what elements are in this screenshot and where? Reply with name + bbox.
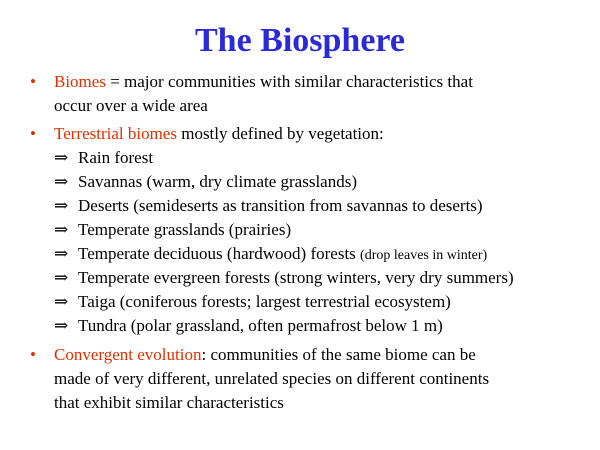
biome-item: [54, 194, 483, 218]
biome-main: Temperate grasslands (prairies): [78, 220, 292, 239]
biome-item: [54, 170, 357, 194]
biome-item: [54, 218, 291, 242]
biome-main: Taiga (coniferous forests; largest terrestrial ecosystem): [78, 292, 451, 311]
biome-item: [54, 266, 514, 290]
biome-note: (drop leaves in winter): [360, 248, 488, 263]
bullet-dot-icon: •: [30, 72, 36, 91]
biome-main: Temperate evergreen forests (strong winters, very dry summers): [78, 268, 514, 287]
biome-item: [54, 146, 153, 170]
biome-main: Savannas (warm, dry climate grasslands): [78, 172, 357, 191]
biomes-definition-line2: occur over a wide area: [54, 96, 208, 115]
arrow-icon: ⇒: [54, 292, 69, 311]
biome-main: Rain forest: [78, 148, 154, 167]
arrow-icon: ⇒: [54, 268, 69, 287]
biome-main: Temperate deciduous (hardwood) forests: [78, 244, 361, 263]
term-terrestrial-biomes: Terrestrial biomes: [54, 124, 177, 143]
bullet-convergent-evolution: [30, 343, 584, 415]
biome-item: [54, 242, 487, 268]
bullet-biomes: [30, 70, 584, 118]
arrow-icon: ⇒: [54, 148, 69, 167]
arrow-icon: ⇒: [54, 220, 69, 239]
convergent-line3: that exhibit similar characteristics: [54, 393, 284, 412]
biome-item: [54, 314, 443, 338]
term-biomes: Biomes: [54, 72, 106, 91]
arrow-icon: ⇒: [54, 244, 69, 263]
terrestrial-definition: mostly defined by vegetation:: [176, 124, 384, 143]
biomes-definition-line1: = major communities with similar characteristics that: [105, 72, 473, 91]
biome-item: [54, 290, 451, 314]
term-convergent-evolution: Convergent evolution: [54, 345, 202, 364]
convergent-line2: made of very different, unrelated species on different continents: [54, 369, 490, 388]
convergent-line1: : communities of the same biome can be: [201, 345, 476, 364]
bullet-dot-icon: •: [30, 345, 36, 364]
biome-main: Deserts (semideserts as transition from savannas to deserts): [78, 196, 483, 215]
bullet-terrestrial: [30, 122, 584, 146]
arrow-icon: ⇒: [54, 316, 69, 335]
slide-title: The Biosphere: [194, 22, 405, 59]
arrow-icon: ⇒: [54, 172, 69, 191]
biome-main: Tundra (polar grassland, often permafrost below 1 m): [78, 316, 443, 335]
arrow-icon: ⇒: [54, 196, 69, 215]
bullet-dot-icon: •: [30, 124, 36, 143]
